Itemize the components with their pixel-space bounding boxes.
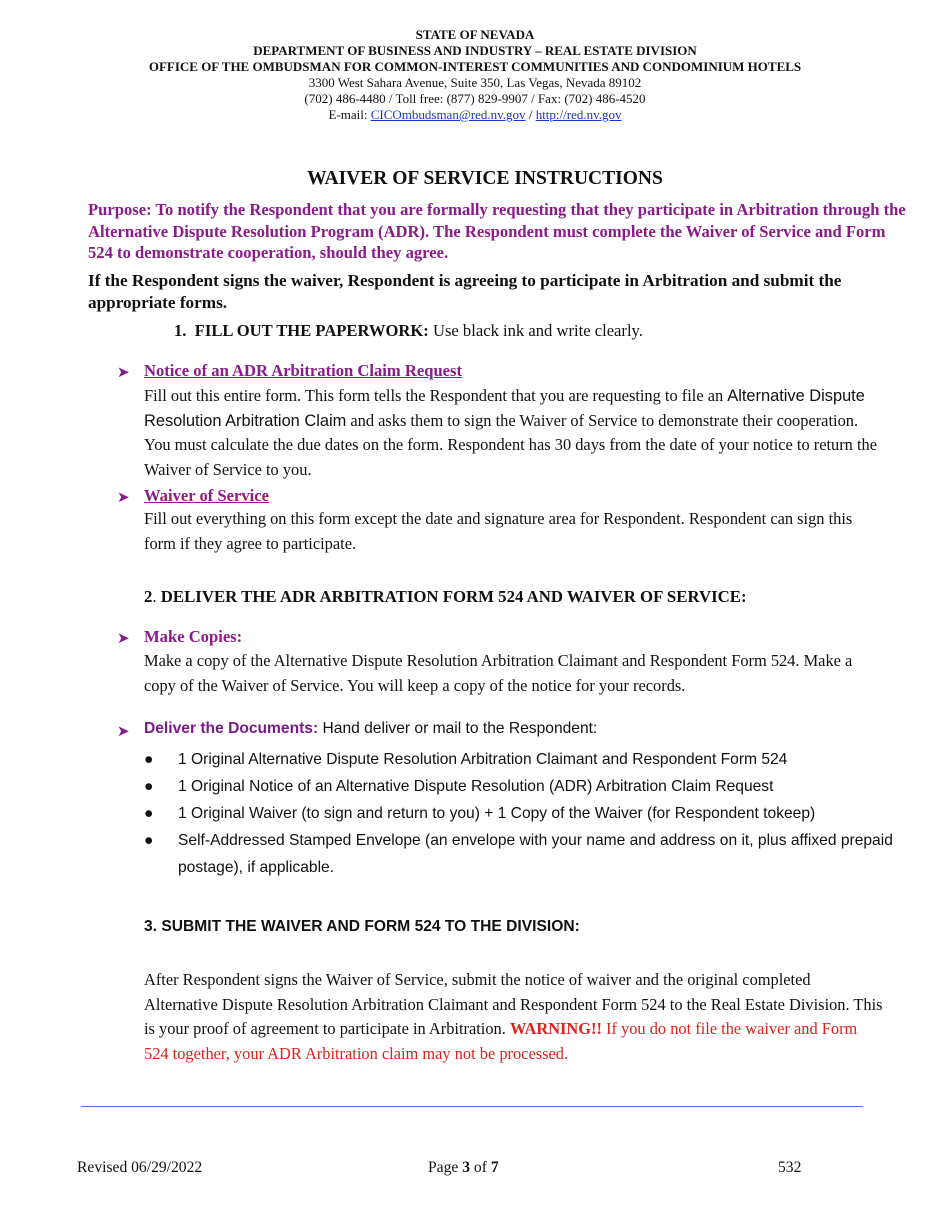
list-item-text: 1 Original Waiver (to sign and return to you) + 1 Copy of the Waiver (for Respondent tokeep) — [178, 805, 816, 822]
respondent-note: If the Respondent signs the waiver, Respondent is agreeing to participate in Arbitration and submit the appropriate forms. — [88, 271, 842, 312]
list-item — [144, 827, 904, 881]
footer-divider — [81, 1106, 863, 1107]
bullet-icon: ● — [144, 778, 154, 795]
list-item-text: 1 Original Alternative Dispute Resolution Arbitration Claimant and Respondent Form 524 — [178, 751, 788, 768]
arrow-bullet-icon: ➤ — [117, 724, 130, 740]
list-item — [144, 800, 904, 827]
contact-line — [0, 107, 950, 123]
department-name: DEPARTMENT OF BUSINESS AND INDUSTRY – REAL ESTATE DIVISION — [253, 43, 697, 58]
page-current: 3 — [462, 1159, 471, 1176]
notice-text-b: Alternative Dispute Resolution Arbitration Claim — [144, 387, 865, 430]
contact-separator: / — [525, 107, 536, 122]
copies-paragraph: Make a copy of the Alternative Dispute Resolution Arbitration Claimant and Respondent Form 524. Make a copy of the Waiver of Service. You will keep a copy of the notice for your records. — [144, 651, 853, 695]
deliver-heading-line — [144, 720, 597, 738]
office-name: OFFICE OF THE OMBUDSMAN FOR COMMON-INTEREST COMMUNITIES AND CONDOMINIUM HOTELS — [148, 59, 802, 74]
step-1-text: Use black ink and write clearly. — [428, 321, 643, 340]
email-label: E-mail: — [328, 107, 371, 122]
submit-text: After Respondent signs the Waiver of Service, submit the notice of waiver and the original completed Alternative Dispute Resolution Arbitration Claimant and Respondent Form 524 to the Real Estate Division. This is your proof of agreement to participate in Arbitration. — [144, 970, 883, 1038]
waiver-paragraph: Fill out everything on this form except the date and signature area for Respondent. Respondent can sign this form if they agree to participate. — [144, 509, 853, 553]
revised-date: Revised 06/29/2022 — [77, 1159, 203, 1176]
form-number: 532 — [778, 1159, 802, 1176]
state-name: STATE OF NEVADA — [415, 27, 535, 42]
page-number — [428, 1159, 499, 1177]
warning-label: WARNING!! — [509, 1019, 602, 1038]
page-label: Page — [428, 1159, 463, 1176]
notice-text-a: Fill out this entire form. This form tells the Respondent that you are requesting to file an — [144, 386, 728, 405]
notice-paragraph — [144, 384, 884, 482]
deliver-heading: Deliver the Documents: — [144, 720, 319, 737]
list-item-text: 1 Original Notice of an Alternative Dispute Resolution (ADR) Arbitration Claim Request — [178, 778, 774, 795]
step-2-number: 2 — [144, 587, 153, 606]
deliver-list — [144, 746, 904, 881]
step-2-label: DELIVER THE ADR ARBITRATION FORM 524 AND WAIVER OF SERVICE: — [156, 587, 747, 606]
arrow-bullet-icon: ➤ — [117, 365, 130, 381]
deliver-text: Hand deliver or mail to the Respondent: — [318, 720, 598, 737]
office-address: 3300 West Sahara Avenue, Suite 350, Las Vegas, Nevada 89102 — [308, 75, 642, 90]
email-link[interactable]: CICOmbudsman@red.nv.gov — [370, 107, 526, 122]
bullet-icon: ● — [144, 805, 154, 822]
arrow-bullet-icon: ➤ — [117, 631, 130, 647]
bullet-icon: ● — [144, 832, 154, 849]
letterhead — [0, 27, 950, 123]
arrow-bullet-icon: ➤ — [117, 490, 130, 506]
step-2-punct: . — [152, 587, 157, 606]
copies-heading: Make Copies: — [144, 627, 243, 646]
step-1-heading — [174, 321, 643, 341]
list-item — [144, 773, 904, 800]
office-phones: (702) 486-4480 / Toll free: (877) 829-9907 / Fax: (702) 486-4520 — [304, 91, 646, 106]
step-1-number: 1. — [174, 321, 187, 340]
waiver-heading: Waiver of Service — [144, 486, 270, 505]
warning-text: If you do not file the waiver and Form 524 together, your ADR Arbitration claim may not be processed. — [144, 1019, 858, 1063]
step-3-heading: 3. SUBMIT THE WAIVER AND FORM 524 TO THE DIVISION: — [144, 918, 580, 935]
step-2-heading — [144, 587, 747, 607]
page-of: of — [470, 1159, 491, 1176]
step-1-label: FILL OUT THE PAPERWORK: — [194, 321, 429, 340]
notice-heading: Notice of an ADR Arbitration Claim Request — [144, 361, 463, 380]
bullet-icon: ● — [144, 751, 154, 768]
page-title: WAIVER OF SERVICE INSTRUCTIONS — [307, 168, 663, 189]
page-total: 7 — [490, 1159, 499, 1176]
website-link[interactable]: http://red.nv.gov — [535, 107, 622, 122]
list-item-text: Self-Addressed Stamped Envelope (an envelope with your name and address on it, plus affixed prepaid postage), if applicable. — [178, 832, 893, 876]
purpose-statement: Purpose: To notify the Respondent that you are formally requesting that they participate in Arbitration through the Alternative Dispute Resolution Program (ADR). The Respondent must complete the Waiver of Service and Form 524 to demonstrate cooperation, should they agree. — [88, 200, 906, 262]
list-item — [144, 746, 904, 773]
submit-paragraph — [144, 968, 884, 1066]
notice-text-c: and asks them to sign the Waiver of Service to demonstrate their cooperation. You must calculate the due dates on the form. Respondent has 30 days from the date of your notice to return the Waiver of Service to you. — [144, 410, 877, 479]
